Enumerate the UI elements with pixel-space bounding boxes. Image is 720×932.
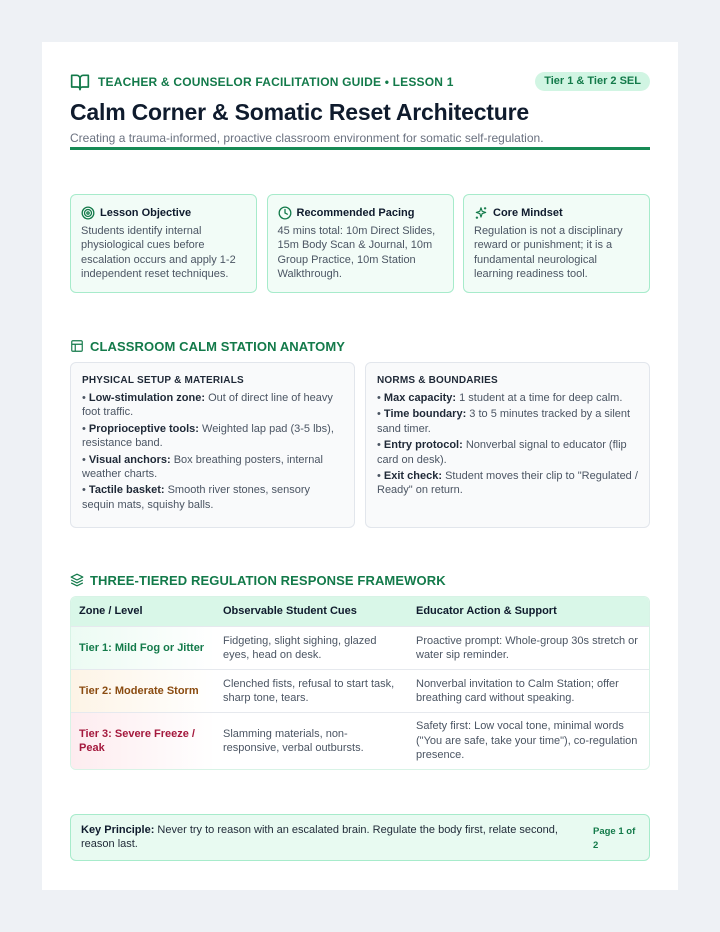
action-cell: Proactive prompt: Whole-group 30s stretch or water sip reminder.: [416, 634, 638, 661]
regulation-table: [70, 596, 650, 770]
list-item: • Low-stimulation zone: Out of direct line of heavy foot traffic.: [82, 392, 333, 419]
callout-text: [81, 823, 581, 852]
card-title: Lesson Objective: [100, 207, 192, 219]
item-label: Exit check:: [383, 470, 443, 483]
header-divider: [70, 147, 650, 150]
card-title: Recommended Pacing: [296, 207, 415, 219]
card-body: Regulation is not a disciplinary reward or punishment; it is a fundamental neurological learning readiness tool.: [474, 225, 623, 281]
callout-label: Key Principle:: [81, 824, 155, 836]
page-number: Page 1 of 2: [593, 826, 636, 851]
panel-title: PHYSICAL SETUP & MATERIALS: [82, 375, 244, 386]
table-row: [71, 626, 649, 669]
card-recommended-pacing: [267, 194, 454, 293]
page-subtitle: Creating a trauma-informed, proactive classroom environment for somatic self-regulation.: [70, 131, 544, 145]
tier-2-label: Tier 2: Moderate Storm: [71, 670, 215, 712]
section-title: CLASSROOM CALM STATION ANATOMY: [90, 338, 346, 354]
item-label: Entry protocol:: [383, 439, 463, 452]
summary-cards: [70, 194, 650, 293]
list-item: • Proprioceptive tools: Weighted lap pad (3-5 lbs), resistance band.: [82, 422, 334, 450]
list-item: • Exit check: Student moves their clip to "Regulated / Ready" on return.: [377, 470, 638, 497]
callout-body: Never try to reason with an escalated brain. Regulate the body first, relate second, reason last.: [81, 824, 558, 851]
card-core-mindset: [463, 194, 650, 293]
list-item: • Tactile basket: Smooth river stones, sensory sequin mats, squishy balls.: [82, 484, 311, 511]
cues-cell: Fidgeting, slight sighing, glazed eyes, head on desk.: [223, 634, 377, 661]
table-row: [71, 712, 649, 769]
card-body: 45 mins total: 10m Direct Slides, 15m Body Scan & Journal, 10m Group Practice, 10m Station Walkthrough.: [277, 225, 436, 281]
card-title: Core Mindset: [493, 207, 563, 219]
clock-icon: [278, 206, 292, 220]
item-text: Student moves their clip to "Regulated / Ready" on return.: [377, 470, 638, 497]
item-text: Box breathing posters, internal weather charts.: [82, 453, 323, 481]
guide-page: [42, 42, 678, 890]
item-label: Time boundary:: [383, 408, 467, 421]
key-principle-callout: [70, 814, 650, 861]
card-lesson-objective: [70, 194, 257, 293]
item-label: Proprioceptive tools:: [88, 422, 199, 435]
setup-panel: [70, 362, 355, 528]
list-item: • Max capacity: 1 student at a time for deep calm.: [377, 392, 623, 404]
card-body: Students identify internal physiological cues before escalation occurs and apply 1-2 independent reset techniques.: [81, 225, 236, 281]
column-header: Zone / Level: [79, 605, 143, 618]
layout-icon: [70, 339, 84, 353]
sparkle-icon: [474, 206, 488, 220]
column-header: Educator Action & Support: [416, 605, 557, 618]
norms-panel: [365, 362, 650, 528]
column-header: Observable Student Cues: [223, 605, 357, 618]
action-cell: Nonverbal invitation to Calm Station; offer breathing card without speaking.: [416, 677, 619, 704]
section-title: THREE-TIERED REGULATION RESPONSE FRAMEWORK: [90, 572, 446, 588]
cues-cell: Clenched fists, refusal to start task, sharp tone, tears.: [223, 677, 395, 704]
framework-heading: [70, 572, 446, 588]
list-item: • Visual anchors: Box breathing posters, internal weather charts.: [82, 453, 323, 481]
list-item: • Time boundary: 3 to 5 minutes tracked by a silent sand timer.: [377, 408, 631, 435]
anatomy-panels: [70, 362, 650, 528]
item-text: Nonverbal signal to educator (flip card on desk).: [377, 439, 627, 466]
eyebrow-text: TEACHER & COUNSELOR FACILITATION GUIDE • LESSON 1: [98, 75, 454, 89]
table-row: [71, 669, 649, 712]
page-title: Calm Corner & Somatic Reset Architecture: [70, 99, 529, 125]
layers-icon: [70, 573, 84, 587]
action-cell: Safety first: Low vocal tone, minimal words ("You are safe, take your time"), co-regulation presence.: [416, 720, 638, 762]
target-icon: [81, 206, 95, 220]
open-book-icon: [70, 72, 90, 92]
item-label: Max capacity:: [383, 392, 457, 404]
item-text: 3 to 5 minutes tracked by a silent sand timer.: [377, 408, 631, 435]
tier-3-label: Tier 3: Severe Freeze / Peak: [71, 713, 215, 769]
cues-cell: Slamming materials, non-responsive, verbal outbursts.: [223, 727, 364, 754]
page-header: [70, 72, 650, 145]
item-label: Low-stimulation zone:: [88, 392, 206, 404]
list-item: • Entry protocol: Nonverbal signal to educator (flip card on desk).: [377, 439, 627, 466]
item-text: Out of direct line of heavy foot traffic.: [82, 392, 333, 419]
tier-1-label: Tier 1: Mild Fog or Jitter: [71, 627, 215, 669]
panel-title: NORMS & BOUNDARIES: [377, 375, 498, 386]
item-text: 1 student at a time for deep calm.: [456, 392, 623, 404]
item-label: Tactile basket:: [88, 484, 165, 497]
item-label: Visual anchors:: [88, 453, 171, 466]
item-text: Weighted lap pad (3-5 lbs), resistance band.: [82, 422, 334, 450]
table-header-row: [71, 597, 649, 626]
tier-badge: Tier 1 & Tier 2 SEL: [535, 72, 650, 91]
anatomy-heading: [70, 338, 345, 354]
item-text: Smooth river stones, sensory sequin mats, squishy balls.: [82, 484, 311, 511]
